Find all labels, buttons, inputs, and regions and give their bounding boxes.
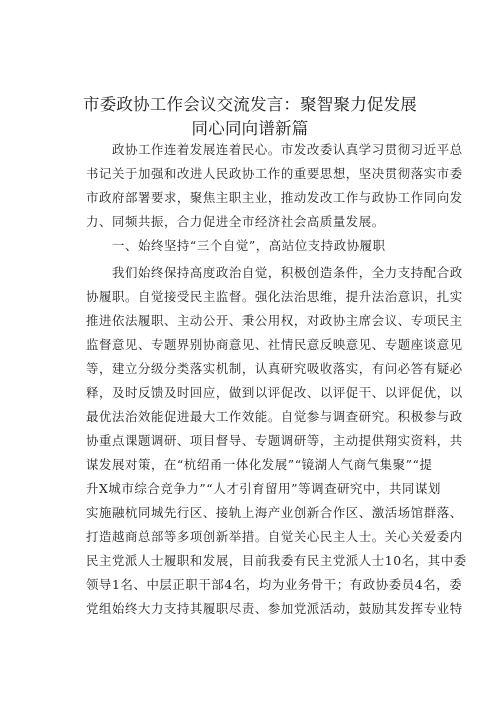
section-heading: 一、始终坚持“三个自觉”，高站位支持政协履职 <box>86 238 386 253</box>
paragraph-line: 领导1名、中层正职干部4名，均为业务骨干；有政协委员4名，委 <box>86 577 463 592</box>
paragraph-line: 政协工作连着发展连着民心。市发改委认真学习贯彻习近平总 <box>86 142 463 157</box>
paragraph-line: 力、同频共振，合力促进全市经济社会高质量发展。 <box>86 214 385 229</box>
document-title-line-2: 同心同向谱新篇 <box>191 119 309 138</box>
paragraph-line: 打造越商总部等多项创新举措。自觉关心民主人士。关心关爱委内 <box>86 529 463 544</box>
document-title-line-1: 市委政协工作会议交流发言：聚智聚力促发展 <box>83 95 417 114</box>
paragraph-line: 等，建立分级分类落实机制，认真研究吸收落实，有问必答有疑必 <box>86 361 463 376</box>
paragraph-line: 谋发展对策，在“杭绍甬一体化发展”“镜湖人气商气集聚”“提 <box>86 457 433 472</box>
paragraph-line: 推进依法履职、主动公开、秉公用权，对政协主席会议、专项民主 <box>86 313 463 328</box>
paragraph-line: 升X城市综合竞争力”“人才引育留用”等调查研究中，共同谋划 <box>86 481 441 496</box>
paragraph-line: 协履职。自觉接受民主监督。强化法治思维，提升法治意识，扎实 <box>86 289 463 304</box>
paragraph-line: 实施融杭同城先行区、接轨上海产业创新合作区、激活场馆群落、 <box>86 505 463 520</box>
paragraph-line: 市政府部署要求，聚焦主职主业，推动发改工作与政协工作同向发 <box>86 190 463 205</box>
paragraph-line: 最优法治效能促进最大工作效能。自觉参与调查研究。积极参与政 <box>86 409 463 424</box>
paragraph-line: 党组始终大力支持其履职尽责、参加党派活动，鼓励其发挥专业特 <box>86 601 463 616</box>
paragraph-line: 书记关于加强和改进人民政协工作的重要思想，坚决贯彻落实市委 <box>86 166 463 181</box>
paragraph-line: 监督意见、专题界别协商意见、社情民意反映意见、专题座谈意见 <box>86 337 463 352</box>
paragraph-line: 我们始终保持高度政治自觉，积极创造条件，全力支持配合政 <box>86 265 463 280</box>
paragraph-line: 协重点课题调研、项目督导、专题调研等，主动提供翔实资料，共 <box>86 433 463 448</box>
paragraph-line: 释，及时反馈及时回应，做到以评促改、以评促干、以评促优，以 <box>86 385 463 400</box>
paragraph-line: 民主党派人士履职和发展，目前我委有民主党派人士10名，其中委 <box>86 553 467 568</box>
